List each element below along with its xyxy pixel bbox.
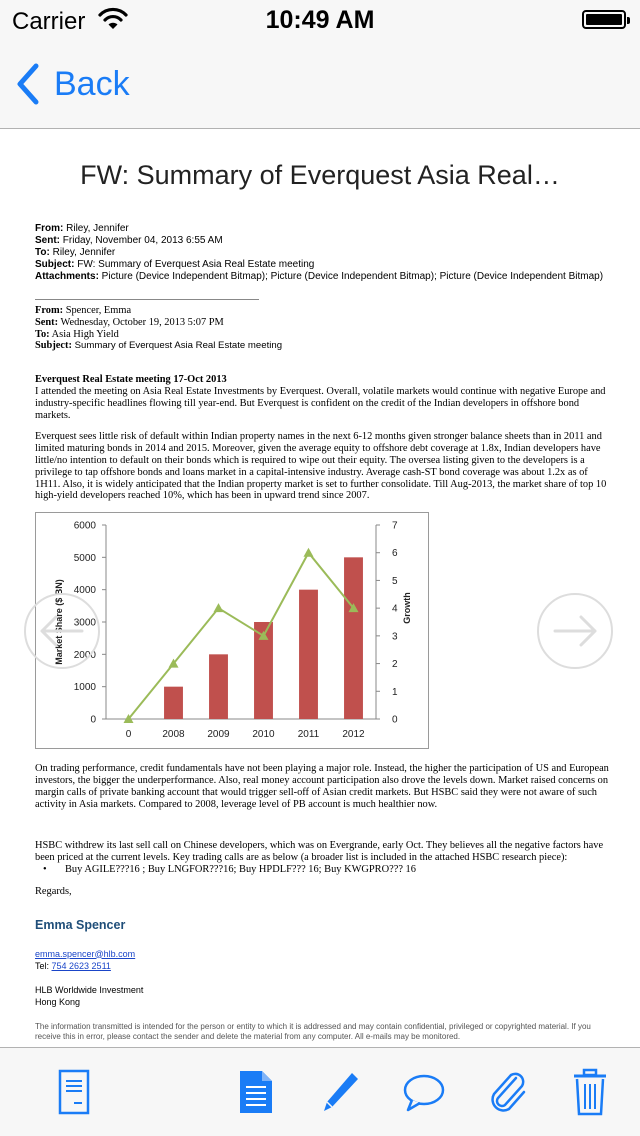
chevron-left-icon bbox=[14, 62, 42, 106]
y2-tick-label: 3 bbox=[392, 631, 398, 643]
signature-email-link[interactable]: emma.spencer@hlb.com bbox=[35, 948, 136, 959]
bar bbox=[164, 687, 183, 719]
x-tick-label: 2011 bbox=[297, 729, 320, 741]
data-point bbox=[214, 603, 224, 612]
list-item: Buy AGILE???16 ; Buy LNGFOR???16; Buy HPDLF??? 16; Buy KWGPRO??? 16 bbox=[65, 863, 416, 875]
email-body: From: Riley, Jennifer Sent: Friday, November 04, 2013 6:55 AM To: Riley, Jennifer Subject: FW: Summary of Everquest Asia Real Estate meeting Attachments: Picture (Device Independent Bitmap); Picture (Device Independent Bitmap); Picture (Device Independent Bitmap) From: Spencer, Emma Sent: Wednesday, October 19, 2013 5:07 PM To: Asia High Yield Subject: Summary of Everquest Asia Real Estate meeting Everquest Real Estate meeting 17-Oct 2013 I attended the meeting on Asia Real Estate Investments by Everquest. Overall, volatile markets would continue with negative Europe and industry-specific headlines flowing till year-end. But Everquest is confident on the credit of the Indian developers in offshore bond markets. Everquest sees little risk of default within Indian property names in the next 6-12 months given stronger balance sheets than in 2011 and limited maturing bonds in 2014 and 2015. Moreover, given the average equity to offshore debt coverage at 1.8x, Indian developers have little/no intention to default on their bonds which is required to wipe out their equity. The oversea listing given to the developers is a privilege to tap offshore bonds and loans market in a capital-intensive industry. Average cash-ST bond coverage was about 1.2x as of 1H11. Also, it is widely anticipated that the Indian property market is set to further consolidate. Till Aug-2013, the market share of top 10 high-yield developers reached 10%, which has been in upward trend since 2007. 0 1000 2000 3000 4000 5000 6000 0 1 2 3 4 5 6 7 0 2008 2009 2010 2011 2012 Market Share ($ BN) Growth On trading performance, credit fundamentals have not been playing a major role. Instead, the higher the participation of US and European investors, the bigger the underperformance. Also, real money account participation also drove the levels down. Market raised concerns on margin calls of private banking account that would trigger sell-off of Asian credit markets. But HSBC said they were not aware of such activity in Asia markets. Compared to 2008, leverage level of PB account is much healthier now. HSBC withdrew its last sell call on Chinese developers, which was on Evergrande, early Oct. They believes all the negative factors have been priced at the current levels. Key trading calls are as below (a broader list is included in the attached HSBC research piece): • Buy AGILE???16 ; Buy LNGFOR???16; Buy HPDLF??? 16; Buy KWGPRO??? 16 Regards, Emma Spencer emma.spencer@hlb.com Tel: 754 2623 2511 HLB Worldwide Investment Hong Kong The information transmitted is intended for the person or entity to which it is addressed and may contain confidential, privileged or copyrighted material. If you receive this in error, please contact the sender and delete the material from any computer. All e-mails may be monitored. bbox=[35, 223, 609, 1042]
bar bbox=[299, 590, 318, 719]
meeting-heading: Everquest Real Estate meeting 17-Oct 2013 bbox=[35, 374, 227, 386]
y-tick-label: 5000 bbox=[73, 552, 96, 564]
next-arrow-button[interactable] bbox=[537, 593, 613, 669]
y2-tick-label: 5 bbox=[392, 576, 398, 588]
clock: 10:49 AM bbox=[265, 6, 375, 34]
y-tick-label: 1000 bbox=[73, 682, 96, 694]
battery-icon bbox=[582, 10, 626, 29]
delete-button[interactable] bbox=[560, 1048, 620, 1136]
email-attachments[interactable]: Picture (Device Independent Bitmap); Picture (Device Independent Bitmap); Picture (Device Independent Bitmap) bbox=[98, 271, 604, 282]
y2-axis-label: Growth bbox=[402, 592, 412, 624]
paragraph-4: HSBC withdrew its last sell call on Chinese developers, which was on Evergrande, early Oct. They believes all the negative factors have been priced at the current levels. Key trading calls are as below (a broader list is included in the attached HSBC research piece): bbox=[35, 840, 604, 864]
forwarded-header: From: Spencer, Emma Sent: Wednesday, October 19, 2013 5:07 PM To: Asia High Yield Subject: Summary of Everquest Asia Real Estate meeting bbox=[35, 305, 283, 352]
y2-tick-label: 2 bbox=[392, 659, 398, 671]
email-from: Riley, Jennifer bbox=[63, 223, 129, 234]
trading-calls-list: • Buy AGILE???16 ; Buy LNGFOR???16; Buy HPDLF??? 16; Buy KWGPRO??? 16 bbox=[43, 863, 416, 875]
email-subject: FW: Summary of Everquest Asia Real Estate meeting bbox=[74, 259, 315, 270]
navigation-bar bbox=[0, 40, 640, 129]
reply-button[interactable] bbox=[394, 1048, 454, 1136]
x-tick-label: 2010 bbox=[252, 729, 275, 741]
disclaimer: The information transmitted is intended for the person or entity to which it is addressed and may contain confidential, privileged or copyrighted material. If you receive this in error, please contact the sender and delete the material from any computer. All e-mails may be monitored. bbox=[35, 1021, 591, 1042]
y2-tick-label: 0 bbox=[392, 714, 398, 726]
email-to: Riley, Jennifer bbox=[49, 247, 116, 258]
y-tick-label: 4000 bbox=[73, 585, 96, 597]
trash-icon bbox=[572, 1068, 608, 1116]
data-point bbox=[304, 548, 314, 557]
signature-city: Hong Kong bbox=[35, 996, 81, 1007]
y-tick-label: 0 bbox=[90, 714, 96, 726]
paragraph-2: Everquest sees little risk of default within Indian property names in the next 6-12 months given stronger balance sheets than in 2011 and limited maturing bonds in 2014 and 2015. Moreover, given the average equity to offshore debt coverage at 1.8x, Indian developers have little/no intention to default on their bonds which is required to wipe out their equity. The oversea listing given to the developers is a privilege to tap offshore bonds and loans market in a capital-intensive industry. Average cash-ST bond coverage was about 1.2x as of 1H11. Also, it is widely anticipated that the Indian property market is set to further consolidate. Till Aug-2013, the market share of top 10 high-yield developers reached 10%, which has been in upward trend since 2007. bbox=[35, 431, 607, 502]
signature-name: Emma Spencer bbox=[35, 917, 126, 932]
back-label: Back bbox=[54, 64, 130, 103]
arrow-right-icon bbox=[539, 595, 611, 667]
y2-tick-label: 4 bbox=[392, 603, 398, 615]
y-tick-label: 2000 bbox=[73, 649, 96, 661]
document-view-button[interactable] bbox=[44, 1048, 104, 1136]
y2-tick-label: 1 bbox=[392, 686, 398, 698]
back-button[interactable] bbox=[14, 62, 130, 106]
email-sent: Friday, November 04, 2013 6:55 AM bbox=[60, 235, 223, 246]
document-icon bbox=[58, 1069, 90, 1115]
file-icon bbox=[238, 1069, 274, 1115]
paragraph-3: On trading performance, credit fundamentals have not been playing a major role. Instead, the higher the participation of US and European investors, the bigger the underperformance. Also, real money account participation also drove the levels down. Market raised concerns on margin calls of private banking account that would trigger sell-off of Asian credit markets. But HSBC said they were not aware of such activity in Asia markets. Compared to 2008, leverage level of PB account is much healthier now. bbox=[35, 763, 609, 810]
status-bar bbox=[0, 0, 640, 40]
previous-arrow-button[interactable] bbox=[24, 593, 100, 669]
x-tick-label: 2009 bbox=[207, 729, 230, 741]
y-tick-label: 6000 bbox=[73, 520, 96, 532]
compose-button[interactable] bbox=[310, 1048, 370, 1136]
paperclip-icon bbox=[486, 1070, 530, 1114]
email-header: From: Riley, Jennifer Sent: Friday, November 04, 2013 6:55 AM To: Riley, Jennifer Subject: FW: Summary of Everquest Asia Real Estate meeting Attachments: Picture (Device Independent Bitmap); Picture (Device Independent Bitmap); Picture (Device Independent Bitmap) bbox=[35, 223, 604, 282]
bar bbox=[344, 557, 363, 719]
y-axis-label: Market Share ($ BN) bbox=[54, 579, 64, 665]
y2-tick-label: 7 bbox=[392, 520, 398, 532]
file-button[interactable] bbox=[226, 1048, 286, 1136]
growth-line bbox=[129, 553, 354, 719]
x-tick-label: 0 bbox=[125, 729, 132, 741]
x-tick-label: 2012 bbox=[342, 729, 365, 741]
signature-company: HLB Worldwide Investment bbox=[35, 984, 144, 995]
attachment-button[interactable] bbox=[478, 1048, 538, 1136]
speech-bubble-icon bbox=[402, 1072, 446, 1112]
email-subject-title: FW: Summary of Everquest Asia Real… bbox=[80, 160, 560, 190]
carrier-label: Carrier bbox=[12, 8, 86, 35]
pencil-icon bbox=[318, 1069, 362, 1115]
paragraph-1: I attended the meeting on Asia Real Estate Investments by Everquest. Overall, volatile markets would continue with negative Europe and industry-specific headlines flowing till year-end. But Everquest is confident on the credit of the Indian developers in offshore bond markets. bbox=[35, 385, 606, 421]
x-tick-label: 2008 bbox=[162, 729, 185, 741]
divider bbox=[35, 299, 259, 300]
arrow-left-icon bbox=[26, 595, 98, 667]
bar bbox=[209, 654, 228, 719]
y-tick-label: 3000 bbox=[73, 617, 96, 629]
regards-text: Regards, bbox=[35, 885, 72, 897]
signature-phone-link[interactable]: 754 2623 2511 bbox=[51, 960, 111, 971]
bottom-toolbar bbox=[0, 1047, 640, 1136]
y2-tick-label: 6 bbox=[392, 548, 398, 560]
